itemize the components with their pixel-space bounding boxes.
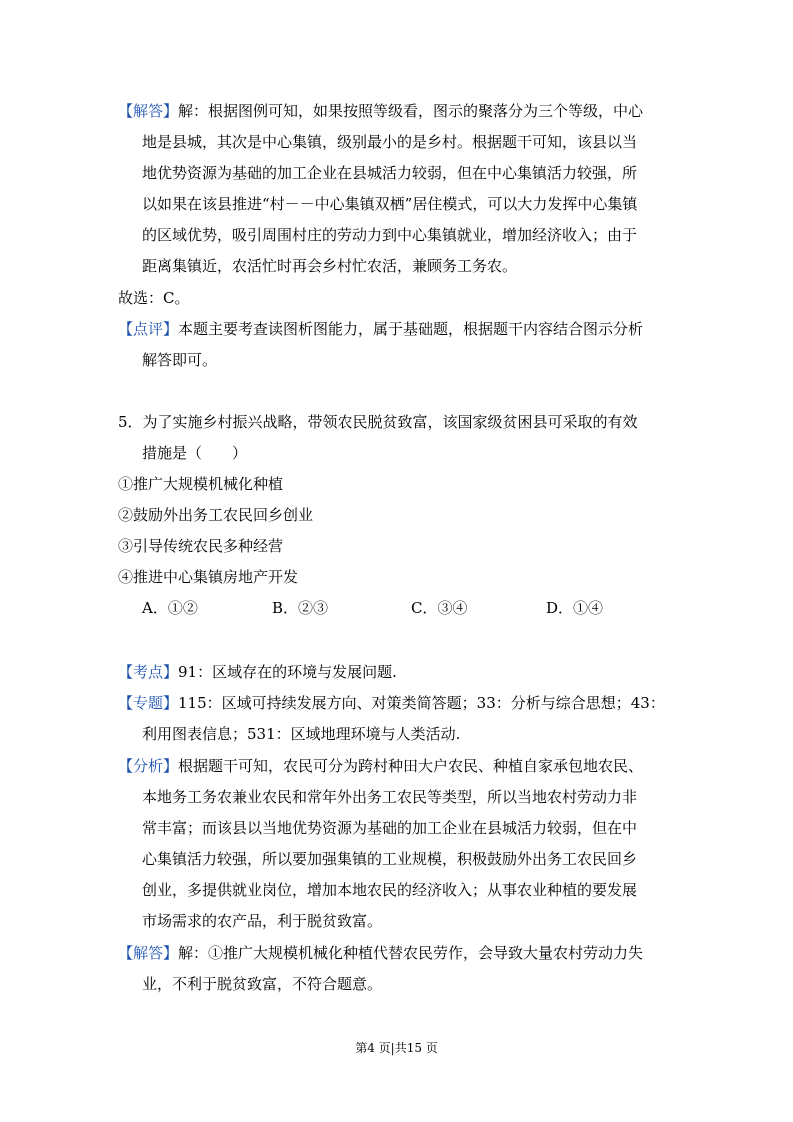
option-c: C．③④: [411, 599, 468, 617]
solution-line: 距离集镇近，农活忙时再会乡村忙农活，兼顾务工务农。: [142, 257, 518, 275]
zhuanti-block: 【专题】115：区域可持续发展方向、对策类简答题；33：分析与综合思想；43： 利用图表信息；531：区域地理环境与人类活动.: [118, 694, 665, 743]
option-a: A．①②: [142, 599, 198, 617]
page-footer: 第4 页|共15 页: [355, 1041, 438, 1055]
option-d: D．①④: [546, 599, 604, 617]
solution-line: 的区域优势，吸引周围村庄的劳动力到中心集镇就业，增加经济收入；由于: [142, 226, 638, 244]
question-item: ①推广大规模机械化种植: [118, 475, 284, 493]
kaodian-block: 【考点】91：区域存在的环境与发展问题.: [118, 663, 397, 681]
analysis-block: 【分析】根据题干可知，农民可分为跨村种田大户农民、种植自家承包地农民、 本地务工务农兼业农民和常年外出务工农民等类型，所以当地农村劳动力非 常丰富；而该县以当地优势资源为基础的加工企业在县城活力较弱，但在中 心集镇活力较强，所以要加强集镇的工业规模，积极鼓励外出务工农民回乡 创业，多提供就业岗位，增加本地农民的经济收入；从事农业种植的要发展 市场需求的农产品，利于脱贫致富。: [118, 757, 644, 930]
zhuanti-tag: 【专题】: [118, 694, 179, 712]
question-item: ②鼓励外出务工农民回乡创业: [118, 506, 314, 524]
answer-line: 故选：C。: [118, 289, 190, 307]
solution-line: 地优势资源为基础的加工企业在县城活力较弱，但在中心集镇活力较强，所: [142, 164, 638, 182]
question-block: [118, 407, 678, 593]
review-tag: 【点评】: [118, 320, 179, 338]
solution-line: 以如果在该县推进“村－－中心集镇双栖”居住模式，可以大力发挥中心集镇: [142, 195, 638, 213]
solution2-tag: 【解答】: [118, 944, 179, 962]
solution2-block: 【解答】解：①推广大规模机械化种植代替农民劳作，会导致大量农村劳动力失 业，不利于脱贫致富，不符合题意。: [118, 944, 644, 993]
solution-tag: 【解答】: [118, 102, 179, 120]
option-b: B．②③: [272, 599, 329, 617]
question-stem: 5．为了实施乡村振兴战略，带领农民脱贫致富，该国家级贫困县可采取的有效: [118, 413, 638, 431]
solution-line: 【解答】解：根据图例可知，如果按照等级看，图示的聚落分为三个等级，中心: [118, 102, 644, 120]
solution-block: [118, 96, 678, 282]
question-stem: 措施是（ ）: [142, 444, 248, 462]
kaodian-tag: 【考点】: [118, 663, 179, 681]
question-item: ③引导传统农民多种经营: [118, 537, 284, 555]
analysis-tag: 【分析】: [118, 757, 179, 775]
review-block: 【点评】本题主要考查读图析图能力，属于基础题，根据题干内容结合图示分析 解答即可。: [118, 320, 644, 369]
question-item: ④推进中心集镇房地产开发: [118, 568, 299, 586]
solution-line: 地是县城，其次是中心集镇，级别最小的是乡村。根据题干可知，该县以当: [142, 133, 638, 151]
